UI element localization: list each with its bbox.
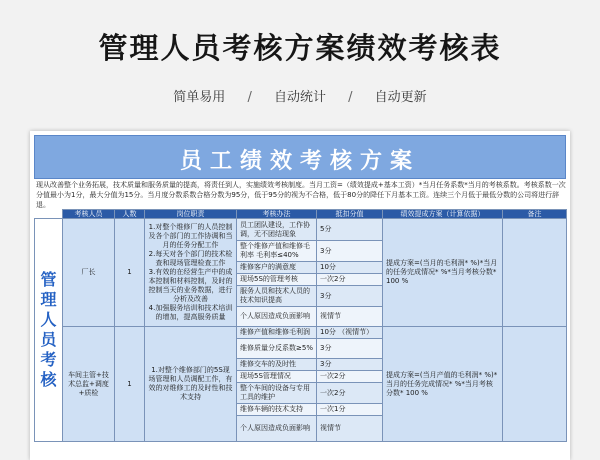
role-cell: 厂长	[63, 219, 115, 327]
score-cell: 3分	[317, 241, 383, 262]
column-header: 备注	[503, 210, 567, 219]
score-cell: 3分	[317, 339, 383, 359]
page-title: 管理人员考核方案绩效考核表	[98, 31, 502, 65]
score-cell: 5分	[317, 219, 383, 241]
score-cell: 视情节	[317, 416, 383, 442]
note-cell	[503, 327, 567, 442]
note-cell	[503, 219, 567, 327]
tag-separator: /	[348, 90, 353, 105]
sheet-banner	[34, 135, 566, 179]
method-cell: 个人原因造成负面影响	[237, 307, 317, 327]
score-cell: 3分	[317, 286, 383, 307]
table-row	[35, 219, 567, 241]
column-header: 考核人员	[63, 210, 115, 219]
hero-header	[0, 0, 600, 125]
feature-tag: 自动更新	[374, 90, 427, 105]
feature-tag: 自动统计	[273, 90, 326, 105]
side-header-spacer	[35, 210, 63, 219]
feature-tag: 简单易用	[173, 90, 226, 105]
method-cell: 现场5S管理情况	[237, 371, 317, 383]
score-cell: 10分 （视情节）	[317, 327, 383, 339]
column-header: 人数	[115, 210, 145, 219]
score-cell: 一次1分	[317, 404, 383, 416]
duties-cell: 1.对整个维修部门的5S现场管理和人员调配工作，有效的对维修工的及时性和技术支持	[145, 327, 237, 442]
column-header: 绩效提成方案（计算依据）	[383, 210, 503, 219]
sheet-title: 员工绩效考核方案	[179, 149, 420, 174]
plan-cell: 提成方案=(当月的毛利润* %)*当月的任务完成情况* %*当月考核分数* 100 %	[383, 219, 503, 327]
plan-cell: 提成方案=(当月产值的毛利润* %)*当月的任务完成情况* %*当月考核分数* 100 %	[383, 327, 503, 442]
table-row	[35, 327, 567, 339]
method-cell: 维修车辆的技术支持	[237, 404, 317, 416]
column-header: 岗位职责	[145, 210, 237, 219]
duties-cell: 1.对整个维修厂的人员控制及各个部门的工作协调和当月的任务分配工作 2.每天对各个部门的技术检查和现场管理检查工作 3.有效的在经营生产中的成本控制和材料控制，及时的控制当天的业务数据，进行分析及改善 4.加强服务培训和技术培训的增加，提高服务质量	[145, 219, 237, 327]
method-cell: 员工团队建设，工作协调，无不团结现象	[237, 219, 317, 241]
method-cell: 现场5S的管理考核	[237, 274, 317, 286]
tag-separator: /	[247, 90, 252, 105]
count-cell: 1	[115, 219, 145, 327]
method-cell: 维修产值和维修毛利润	[237, 327, 317, 339]
score-cell: 一次2分	[317, 383, 383, 404]
score-cell: 一次2分	[317, 274, 383, 286]
method-cell: 服务人员和技术人员的技术知识提高	[237, 286, 317, 307]
method-cell: 整个车间的设备与专用工具的维护	[237, 383, 317, 404]
method-cell: 个人原因造成负面影响	[237, 416, 317, 442]
method-cell: 整个维修产值和维修毛利率 毛利率≤40%	[237, 241, 317, 262]
column-header: 考核办法	[237, 210, 317, 219]
table-header-row	[35, 210, 567, 219]
count-cell: 1	[115, 327, 145, 442]
score-cell: 视情节	[317, 307, 383, 327]
feature-tags	[0, 86, 600, 105]
score-cell: 一次2分	[317, 371, 383, 383]
column-header: 抵扣分值	[317, 210, 383, 219]
score-cell: 10分	[317, 262, 383, 274]
assessment-table	[34, 209, 567, 442]
spreadsheet-preview	[30, 131, 570, 460]
side-label: 管理人员考核	[35, 219, 63, 442]
method-cell: 维修客户的满意度	[237, 262, 317, 274]
method-cell: 维修交车的及时性	[237, 359, 317, 371]
intro-text: 现从改善整个业务拓展，技术质量和服务质量的提高，将责任到人，实施绩效考核制度。当月工资=（绩效提成+基本工资）*当月任务系数*当月的考核系数。考核系数一次分值最小为1分，最大分值为15分。当月度分数系数合格分数为95分，低于95分的视为不合格，低于80分的降任下月基本工资。连续三个月低于最低分数的公司将进行辞退。	[36, 181, 566, 209]
role-cell: 车间主管+技术总监+调度+质检	[63, 327, 115, 442]
method-cell: 维修质量分反系数≥5%	[237, 339, 317, 359]
score-cell: 3分	[317, 359, 383, 371]
